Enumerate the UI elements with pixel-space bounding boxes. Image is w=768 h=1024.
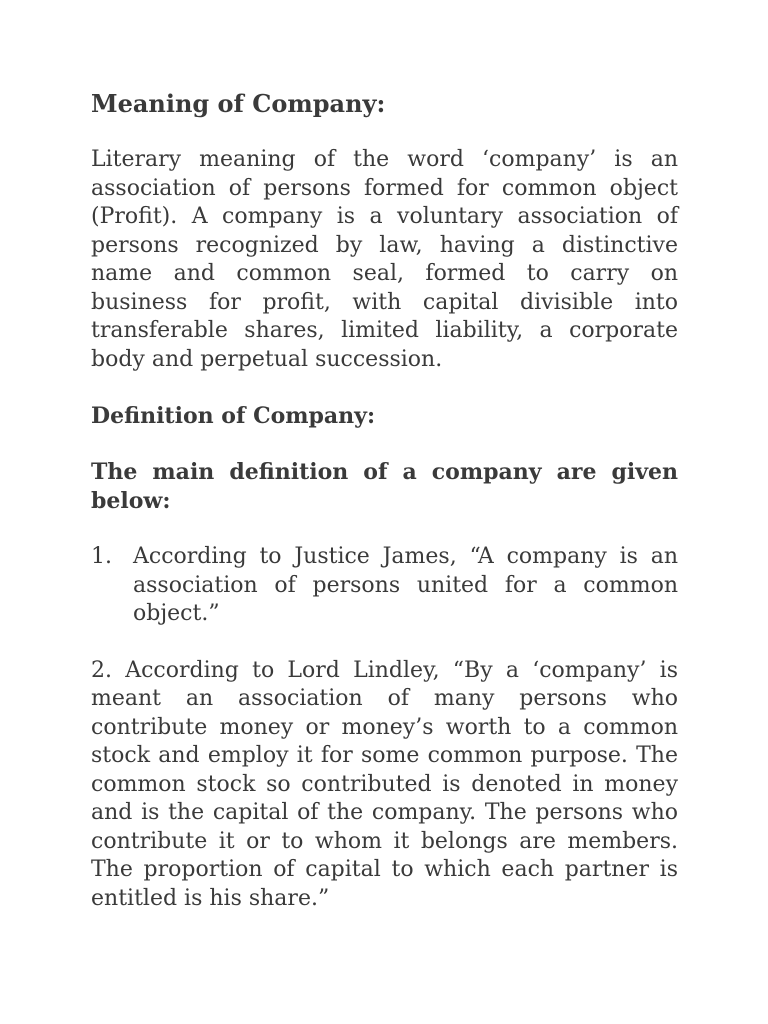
definition-intro: The main definition of a company are given below: [91,459,678,514]
heading-definition-of-company: Definition of Company: [91,403,376,429]
list-item-text: According to Justice James, “A company is an association of persons united for a common object.” [133,544,678,626]
definition-list-item-1 [91,543,678,629]
definition-paragraph-2: 2. According to Lord Lindley, “By a ‘company’ is meant an association of many persons who contribute money or money’s worth to a common stock and employ it for some common purpose. The common stock so contributed is denoted in money and is the capital of the company. The persons who contribute it or to whom it belongs are members. The proportion of capital to which each partner is entitled is his share.” [91,657,678,911]
heading-meaning-of-company: Meaning of Company: [91,89,386,118]
list-item-number: 1. [91,544,112,569]
document-page [91,90,678,941]
meaning-paragraph: Literary meaning of the word ‘company’ is an association of persons formed for common object (Profit). A company is a voluntary association of persons recognized by law, having a distinctive name and common seal, formed to carry on business for profit, with capital divisible into transferable shares, limited liability, a corporate body and perpetual succession. [91,147,678,372]
